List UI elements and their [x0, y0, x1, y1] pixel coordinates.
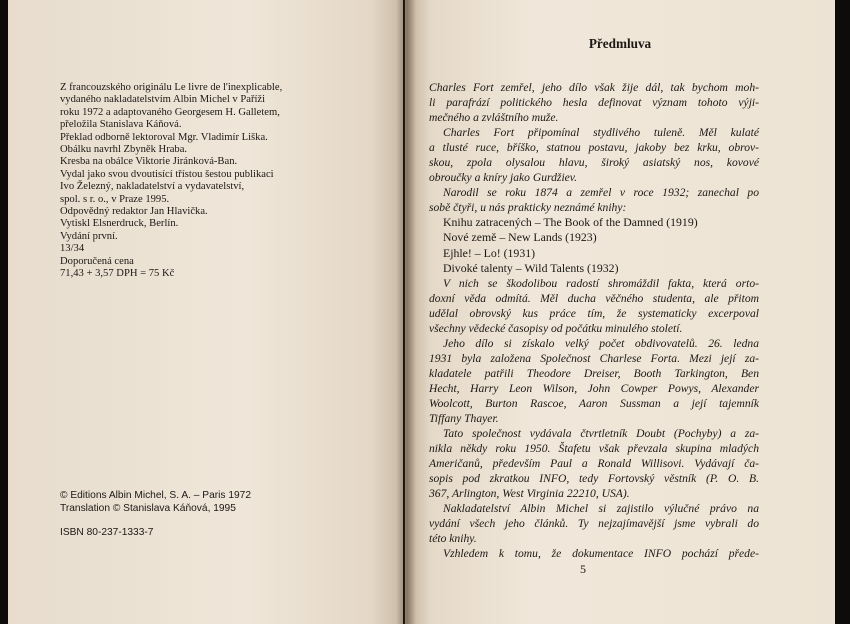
text-line: nikla někdy roku 1950. Štafetu však převzala skupina mladých: [429, 442, 759, 456]
copyright-block: [60, 490, 380, 540]
imprint-line: Vydal jako svou dvoutisící třístou šestou publikaci: [60, 168, 274, 180]
text-line: V nich se škodolibou radostí shromáždil fakta, která orto-: [443, 276, 759, 290]
imprint-line: Z francouzského originálu Le livre de l'inexplicable,: [60, 82, 283, 93]
text-line: obroučky a kníry jako Gurdžiev.: [429, 171, 577, 185]
text-line: 1931 byla založena Společnost Charlese Forta. Mezi její za-: [429, 351, 759, 365]
imprint-line: Překlad odborně lektoroval Mgr. Vladimír Liška.: [60, 131, 268, 143]
text-line: vydání všech jeho článků. Ty nejzajímavější jsme vybrali do: [429, 517, 759, 531]
imprint-line: Odpovědný redaktor Jan Hlavička.: [60, 206, 208, 218]
imprint-line: vydaného nakladatelstvím Albin Michel v Paříži: [60, 94, 266, 106]
text-line: skou, zpola olysalou hlavu, široký asiatský nos, kovové: [429, 156, 759, 170]
imprint-block: [60, 82, 380, 281]
text-line: sopis pod zkratkou INFO, tedy Fortovský věstník (P. O. B.: [429, 472, 759, 486]
imprint-line: spol. s r. o., v Praze 1995.: [60, 193, 170, 205]
text-line: li parafrází politického hesla definovat význam tohoto výji-: [429, 96, 759, 110]
text-line: Charles Fort připomínal stydlivého tuleně. Měl kulaté: [443, 126, 759, 140]
imprint-line: Vytiskl Elsnerdruck, Berlín.: [60, 218, 179, 230]
text-line: mečného a zvláštního muže.: [429, 111, 559, 125]
text-line: Ejhle! – Lo! (1931): [443, 245, 536, 260]
text-line: Američanů, především Paul a Ronald Willisovi. Vydávají ča-: [429, 457, 759, 471]
text-line: Jeho dílo si získalo velký počet obdivovatelů. 26. ledna: [443, 336, 759, 350]
text-line: a tlusté ruce, bříško, statnou postavu, jakoby bez krku, obrov-: [429, 141, 759, 155]
imprint-line: Kresba na obálce Viktorie Jiránková-Ban.: [60, 156, 238, 168]
imprint-line: 71,43 + 3,57 DPH = 75 Kč: [60, 268, 175, 280]
text-line: 367, Arlington, West Virginia 22210, USA).: [429, 487, 630, 501]
imprint-line: Vydání první.: [60, 230, 118, 242]
text-line: Tato společnost vydávala čtvrtletník Doubt (Pochyby) a za-: [443, 427, 759, 441]
text-line: sobě čtyři, u nás prakticky neznámé knihy:: [429, 201, 627, 215]
text-line: udělal obrovský kus práce tím, že systematicky excerpoval: [429, 306, 759, 320]
text-line: kladatele patřili Theodore Dreiser, Booth Tarkington, Ben: [429, 366, 759, 380]
page-number: 5: [580, 562, 586, 576]
imprint-line: přeložila Stanislava Káňová.: [60, 119, 182, 131]
body-text: [429, 80, 759, 562]
text-line: této knihy.: [429, 532, 477, 546]
copyright-line-1: © Editions Albin Michel, S. A. – Paris 1972: [60, 490, 251, 501]
text-line: Nové země – New Lands (1923): [443, 230, 597, 245]
book-gutter: [396, 0, 416, 624]
chapter-title: Předmluva: [588, 36, 652, 51]
text-line: Knihu zatracených – The Book of the Damned (1919): [443, 215, 698, 230]
imprint-line: Doporučená cena: [60, 255, 134, 267]
imprint-line: Ivo Železný, nakladatelství a vydavatelství,: [60, 181, 245, 193]
imprint-line: Obálku navrhl Zbyněk Hraba.: [60, 144, 188, 156]
text-line: Nakladatelství Albin Michel si zajistilo výlučné právo na: [443, 502, 759, 516]
text-line: Woolcott, Burton Rascoe, Aaron Sussman a její tajemník: [429, 396, 759, 410]
text-line: Narodil se roku 1874 a zemřel v roce 1932; zanechal po: [443, 186, 759, 200]
imprint-line: 13/34: [60, 243, 85, 255]
isbn: ISBN 80-237-1333-7: [60, 527, 154, 539]
text-line: Hecht, Harry Leon Wilson, John Cowper Powys, Alexander: [429, 381, 759, 395]
text-line: všechny vědecké časopisy od počátku minulého století.: [429, 321, 683, 335]
text-line: Divoké talenty – Wild Talents (1932): [443, 260, 619, 275]
text-line: doxní věda odmítá. Měl ducha věčného studenta, ale přitom: [429, 291, 759, 305]
text-line: Tiffany Thayer.: [429, 412, 499, 426]
copyright-line-2: Translation © Stanislava Káňová, 1995: [60, 502, 236, 514]
text-line: Charles Fort zemřel, jeho dílo však žije dál, tak bychom moh-: [429, 81, 759, 94]
text-line: Vzhledem k tomu, že dokumentace INFO pochází přede-: [443, 547, 759, 561]
imprint-line: roku 1972 a adaptovaného Georgesem H. Galletem,: [60, 106, 280, 118]
left-page: [8, 0, 403, 624]
